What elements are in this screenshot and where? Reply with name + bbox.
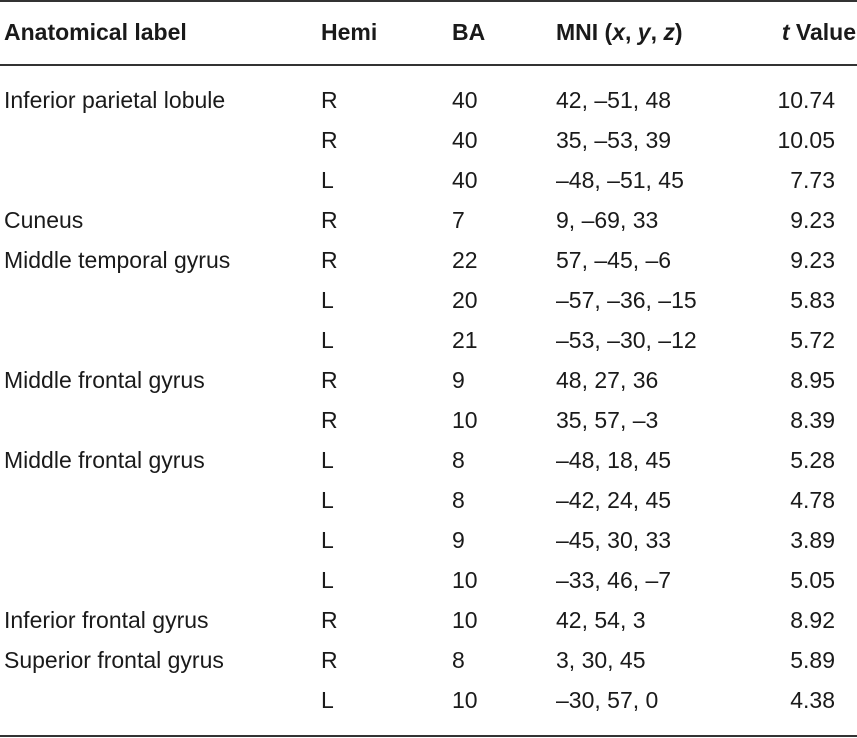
header-mni-y: y (637, 19, 651, 45)
table-row (0, 520, 857, 560)
cell-t-value: 10.74 (777, 87, 835, 113)
header-t-rest: Value (789, 19, 856, 45)
cell-hemi: L (321, 567, 334, 593)
cell-ba: 40 (452, 167, 478, 193)
table-row (0, 560, 857, 600)
cell-mni: –57, –36, –15 (556, 287, 697, 313)
table-row (0, 600, 857, 640)
cell-mni: –45, 30, 33 (556, 527, 672, 553)
header-t-value (782, 12, 856, 52)
cell-ba: 10 (452, 407, 478, 433)
header-hemi: Hemi (321, 19, 378, 45)
cell-hemi: R (321, 207, 338, 233)
header-t-italic: t (781, 19, 790, 45)
table-body (0, 80, 857, 720)
cell-mni: –53, –30, –12 (556, 327, 697, 353)
header-mni-sep2: , (650, 19, 664, 45)
table-row (0, 400, 857, 440)
table-row (0, 160, 857, 200)
cell-t-value: 7.73 (790, 167, 835, 193)
cell-hemi: R (321, 407, 338, 433)
cell-hemi: R (321, 607, 338, 633)
cell-hemi: L (321, 287, 334, 313)
cell-ba: 20 (452, 287, 478, 313)
cell-hemi: L (321, 527, 334, 553)
cell-ba: 10 (452, 567, 478, 593)
cell-ba: 9 (452, 367, 465, 393)
cell-hemi: L (321, 327, 334, 353)
table-header-rule (0, 64, 857, 66)
cell-anatomical-label: Middle temporal gyrus (4, 247, 231, 273)
cell-t-value: 5.05 (790, 567, 835, 593)
cell-mni: 48, 27, 36 (556, 367, 659, 393)
table-row (0, 80, 857, 120)
cell-ba: 21 (452, 327, 478, 353)
cell-mni: 42, 54, 3 (556, 607, 646, 633)
cell-hemi: L (321, 447, 334, 473)
cell-t-value: 5.28 (790, 447, 835, 473)
cell-hemi: R (321, 87, 338, 113)
cell-t-value: 4.38 (790, 687, 835, 713)
table-row (0, 120, 857, 160)
cell-ba: 22 (452, 247, 478, 273)
cell-t-value: 8.95 (790, 367, 835, 393)
cell-mni: –33, 46, –7 (556, 567, 672, 593)
header-mni-prefix: MNI ( (556, 19, 613, 45)
cell-t-value: 8.39 (790, 407, 835, 433)
cell-hemi: R (321, 127, 338, 153)
cell-mni: –42, 24, 45 (556, 487, 672, 513)
cell-t-value: 8.92 (790, 607, 835, 633)
header-ba: BA (452, 19, 486, 45)
cell-hemi: L (321, 167, 334, 193)
cell-mni: 42, –51, 48 (556, 87, 672, 113)
cell-mni: –30, 57, 0 (556, 687, 659, 713)
cell-mni: 57, –45, –6 (556, 247, 672, 273)
cell-t-value: 9.23 (790, 207, 835, 233)
cell-mni: 35, 57, –3 (556, 407, 659, 433)
table-row (0, 480, 857, 520)
table-row (0, 200, 857, 240)
header-anatomical-label: Anatomical label (4, 19, 187, 45)
cell-mni: –48, –51, 45 (556, 167, 684, 193)
table-row (0, 640, 857, 680)
cell-anatomical-label: Inferior parietal lobule (4, 87, 226, 113)
cell-anatomical-label: Middle frontal gyrus (4, 447, 205, 473)
header-mni-x: x (612, 19, 626, 45)
header-mni-sep1: , (625, 19, 638, 45)
cell-mni: –48, 18, 45 (556, 447, 672, 473)
table-row (0, 280, 857, 320)
cell-t-value: 5.72 (790, 327, 835, 353)
cell-t-value: 5.89 (790, 647, 835, 673)
cell-hemi: L (321, 487, 334, 513)
cell-t-value: 3.89 (790, 527, 835, 553)
table-row (0, 240, 857, 280)
header-mni-z: z (663, 19, 675, 45)
cell-hemi: R (321, 367, 338, 393)
table-row (0, 320, 857, 360)
cell-anatomical-label: Superior frontal gyrus (4, 647, 224, 673)
cell-hemi: R (321, 647, 338, 673)
cell-anatomical-label: Inferior frontal gyrus (4, 607, 209, 633)
cell-ba: 40 (452, 127, 478, 153)
cell-mni: 35, –53, 39 (556, 127, 672, 153)
cell-ba: 10 (452, 687, 478, 713)
cell-mni: 9, –69, 33 (556, 207, 659, 233)
cell-ba: 8 (452, 647, 465, 673)
table-header-row (0, 0, 857, 64)
header-mni-suffix: ) (674, 19, 683, 45)
cell-hemi: L (321, 687, 334, 713)
cell-ba: 8 (452, 447, 465, 473)
cell-ba: 40 (452, 87, 478, 113)
cell-anatomical-label: Middle frontal gyrus (4, 367, 205, 393)
cell-t-value: 9.23 (790, 247, 835, 273)
cell-ba: 9 (452, 527, 465, 553)
cell-t-value: 5.83 (790, 287, 835, 313)
cell-t-value: 4.78 (790, 487, 835, 513)
table-row (0, 680, 857, 720)
table-row (0, 360, 857, 400)
cell-ba: 7 (452, 207, 465, 233)
table-bottom-rule (0, 735, 857, 737)
header-mni (556, 12, 683, 52)
cell-anatomical-label: Cuneus (4, 207, 84, 233)
cell-ba: 8 (452, 487, 465, 513)
cell-mni: 3, 30, 45 (556, 647, 646, 673)
cell-ba: 10 (452, 607, 478, 633)
cell-t-value: 10.05 (777, 127, 835, 153)
cell-hemi: R (321, 247, 338, 273)
table-row (0, 440, 857, 480)
